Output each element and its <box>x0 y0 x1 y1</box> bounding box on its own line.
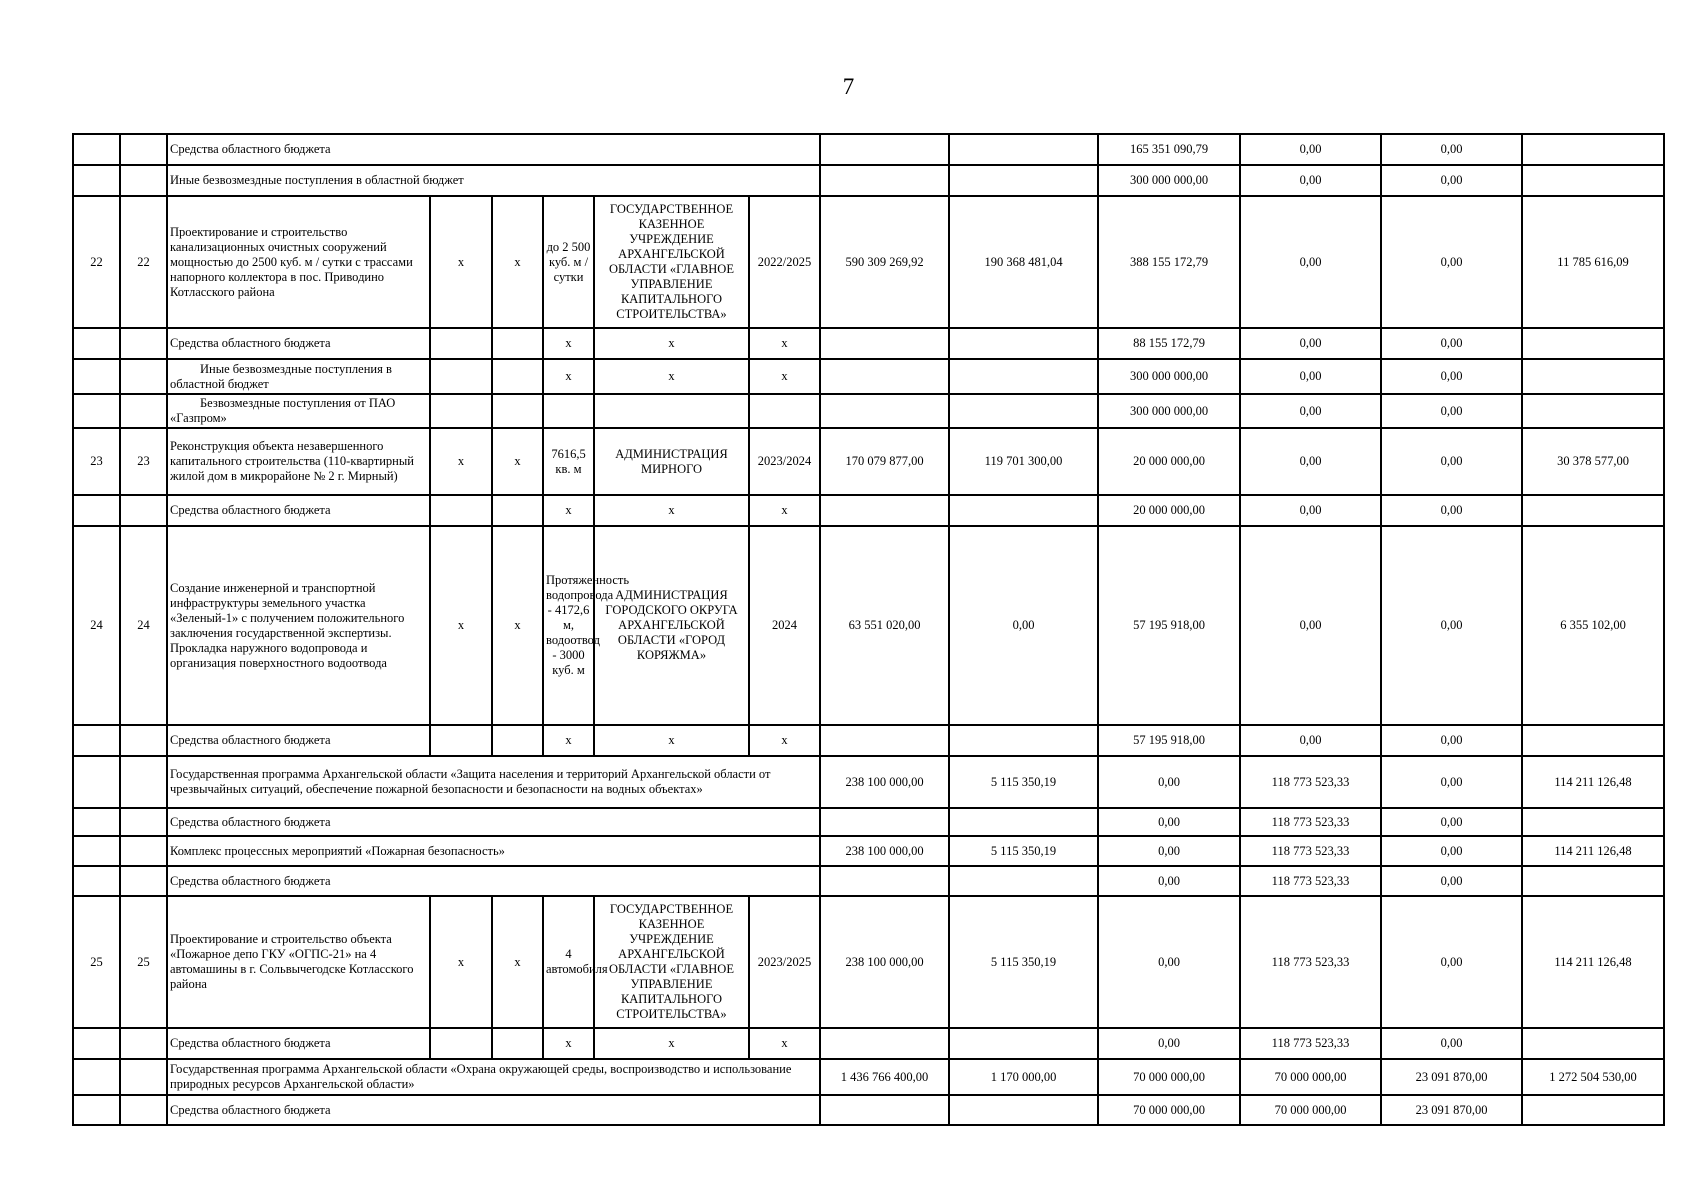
row-number-cell: 23 <box>73 428 120 495</box>
year3-cell: 0,00 <box>1381 428 1522 495</box>
row-number-cell <box>73 328 120 359</box>
year1-cell: 0,00 <box>1098 836 1240 866</box>
year1-cell: 57 195 918,00 <box>1098 526 1240 725</box>
estimated-cost-cell <box>820 725 949 756</box>
remaining-cell <box>1522 359 1664 394</box>
period-cell <box>749 394 820 428</box>
row-number-cell <box>73 756 120 808</box>
remaining-cell <box>1522 808 1664 836</box>
source-name-cell: Средства областного бюджета <box>167 328 430 359</box>
source-name-cell: Средства областного бюджета <box>167 866 820 896</box>
mark-cell <box>430 328 492 359</box>
table-row <box>73 756 1664 808</box>
funded-cell <box>949 359 1098 394</box>
funded-cell <box>949 134 1098 165</box>
year3-cell: 0,00 <box>1381 196 1522 328</box>
funded-cell: 5 115 350,19 <box>949 836 1098 866</box>
year2-cell: 0,00 <box>1240 328 1381 359</box>
capacity-cell: x <box>543 359 594 394</box>
remaining-cell: 6 355 102,00 <box>1522 526 1664 725</box>
row-code-cell: 24 <box>120 526 167 725</box>
funded-cell <box>949 725 1098 756</box>
row-code-cell <box>120 1095 167 1125</box>
table-row <box>73 1028 1664 1059</box>
capacity-cell: x <box>543 1028 594 1059</box>
capacity-cell: Протяженность водопровода - 4172,6 м, водоотвод - 3000 куб. м <box>543 526 594 725</box>
funded-cell: 190 368 481,04 <box>949 196 1098 328</box>
estimated-cost-cell: 170 079 877,00 <box>820 428 949 495</box>
remaining-cell: 1 272 504 530,00 <box>1522 1059 1664 1095</box>
year3-cell: 0,00 <box>1381 526 1522 725</box>
table-body <box>73 134 1664 1125</box>
table-row <box>73 134 1664 165</box>
funded-cell <box>949 808 1098 836</box>
customer-cell: ГОСУДАРСТВЕННОЕ КАЗЕННОЕ УЧРЕЖДЕНИЕ АРХАНГЕЛЬСКОЙ ОБЛАСТИ «ГЛАВНОЕ УПРАВЛЕНИЕ КАПИТАЛЬНОГО СТРОИТЕЛЬСТВА» <box>594 896 749 1028</box>
funded-cell <box>949 1095 1098 1125</box>
remaining-cell <box>1522 328 1664 359</box>
mark-cell <box>492 495 543 526</box>
mark-cell <box>430 359 492 394</box>
row-code-cell <box>120 359 167 394</box>
source-name-cell: Средства областного бюджета <box>167 134 820 165</box>
year2-cell: 118 773 523,33 <box>1240 756 1381 808</box>
year3-cell: 0,00 <box>1381 165 1522 196</box>
funded-cell: 1 170 000,00 <box>949 1059 1098 1095</box>
funded-cell: 5 115 350,19 <box>949 756 1098 808</box>
estimated-cost-cell: 590 309 269,92 <box>820 196 949 328</box>
row-number-cell <box>73 165 120 196</box>
funded-cell <box>949 394 1098 428</box>
year2-cell: 0,00 <box>1240 134 1381 165</box>
year1-cell: 0,00 <box>1098 1028 1240 1059</box>
year2-cell: 70 000 000,00 <box>1240 1059 1381 1095</box>
row-number-cell <box>73 725 120 756</box>
year3-cell: 0,00 <box>1381 725 1522 756</box>
year1-cell: 388 155 172,79 <box>1098 196 1240 328</box>
row-code-cell: 22 <box>120 196 167 328</box>
row-number-cell: 24 <box>73 526 120 725</box>
investment-table <box>72 133 1665 1126</box>
table-row <box>73 495 1664 526</box>
object-name-cell: Проектирование и строительство объекта «Пожарное депо ГКУ «ОГПС-21» на 4 автомашины в г. Сольвычегодске Котласского района <box>167 896 430 1028</box>
year3-cell: 0,00 <box>1381 394 1522 428</box>
remaining-cell: 114 211 126,48 <box>1522 756 1664 808</box>
customer-cell: x <box>594 725 749 756</box>
customer-cell: x <box>594 1028 749 1059</box>
year1-cell: 20 000 000,00 <box>1098 495 1240 526</box>
remaining-cell <box>1522 1095 1664 1125</box>
remaining-cell: 114 211 126,48 <box>1522 836 1664 866</box>
year2-cell: 118 773 523,33 <box>1240 836 1381 866</box>
year3-cell: 0,00 <box>1381 756 1522 808</box>
period-cell: x <box>749 1028 820 1059</box>
year2-cell: 118 773 523,33 <box>1240 896 1381 1028</box>
year1-cell: 165 351 090,79 <box>1098 134 1240 165</box>
customer-cell: АДМИНИСТРАЦИЯ МИРНОГО <box>594 428 749 495</box>
table-row <box>73 394 1664 428</box>
mark-cell: x <box>492 526 543 725</box>
year3-cell: 0,00 <box>1381 495 1522 526</box>
mark-cell <box>492 725 543 756</box>
row-number-cell <box>73 1028 120 1059</box>
row-code-cell <box>120 756 167 808</box>
estimated-cost-cell <box>820 808 949 836</box>
mark-cell <box>430 1028 492 1059</box>
mark-cell: x <box>430 428 492 495</box>
remaining-cell <box>1522 495 1664 526</box>
row-number-cell <box>73 1095 120 1125</box>
source-name-cell: Иные безвозмездные поступления в областной бюджет <box>167 359 430 394</box>
capacity-cell: x <box>543 328 594 359</box>
year3-cell: 0,00 <box>1381 836 1522 866</box>
mark-cell <box>492 394 543 428</box>
estimated-cost-cell <box>820 394 949 428</box>
object-name-cell: Проектирование и строительство канализационных очистных сооружений мощностью до 2500 куб. м / сутки с трассами напорного коллектора в пос. Приводино Котласского района <box>167 196 430 328</box>
row-number-cell <box>73 495 120 526</box>
row-code-cell <box>120 328 167 359</box>
remaining-cell: 30 378 577,00 <box>1522 428 1664 495</box>
funded-cell <box>949 165 1098 196</box>
year1-cell: 20 000 000,00 <box>1098 428 1240 495</box>
mark-cell <box>492 1028 543 1059</box>
source-name-cell: Средства областного бюджета <box>167 725 430 756</box>
source-name-cell: Средства областного бюджета <box>167 808 820 836</box>
row-code-cell <box>120 165 167 196</box>
year2-cell: 70 000 000,00 <box>1240 1095 1381 1125</box>
year3-cell: 0,00 <box>1381 134 1522 165</box>
row-code-cell <box>120 394 167 428</box>
year1-cell: 57 195 918,00 <box>1098 725 1240 756</box>
estimated-cost-cell <box>820 165 949 196</box>
year3-cell: 0,00 <box>1381 328 1522 359</box>
table-row <box>73 866 1664 896</box>
row-number-cell <box>73 1059 120 1095</box>
funded-cell <box>949 866 1098 896</box>
source-name-cell: Средства областного бюджета <box>167 1028 430 1059</box>
customer-cell: x <box>594 359 749 394</box>
year1-cell: 88 155 172,79 <box>1098 328 1240 359</box>
mark-cell <box>430 394 492 428</box>
source-name-cell: Безвозмездные поступления от ПАО «Газпром» <box>167 394 430 428</box>
period-cell: 2023/2025 <box>749 896 820 1028</box>
period-cell: x <box>749 725 820 756</box>
funded-cell: 119 701 300,00 <box>949 428 1098 495</box>
table-row <box>73 1095 1664 1125</box>
estimated-cost-cell: 63 551 020,00 <box>820 526 949 725</box>
table-row <box>73 1059 1664 1095</box>
year3-cell: 0,00 <box>1381 866 1522 896</box>
year1-cell: 300 000 000,00 <box>1098 359 1240 394</box>
mark-cell: x <box>430 526 492 725</box>
capacity-cell: до 2 500 куб. м / сутки <box>543 196 594 328</box>
customer-cell: x <box>594 328 749 359</box>
funded-cell: 5 115 350,19 <box>949 896 1098 1028</box>
estimated-cost-cell <box>820 1095 949 1125</box>
year3-cell: 0,00 <box>1381 1028 1522 1059</box>
estimated-cost-cell: 238 100 000,00 <box>820 896 949 1028</box>
capacity-cell: 7616,5 кв. м <box>543 428 594 495</box>
customer-cell <box>594 394 749 428</box>
source-name-cell: Средства областного бюджета <box>167 1095 820 1125</box>
year1-cell: 0,00 <box>1098 808 1240 836</box>
row-code-cell <box>120 134 167 165</box>
table-row <box>73 526 1664 725</box>
period-cell: x <box>749 359 820 394</box>
row-code-cell <box>120 866 167 896</box>
estimated-cost-cell <box>820 866 949 896</box>
funded-cell <box>949 328 1098 359</box>
table-row <box>73 808 1664 836</box>
mark-cell: x <box>492 196 543 328</box>
object-name-cell: Создание инженерной и транспортной инфраструктуры земельного участка «Зеленый-1» с получением положительного заключения государственной экспертизы. Прокладка наружного водопровода и организация поверхностного водоотвода <box>167 526 430 725</box>
mark-cell <box>430 495 492 526</box>
mark-cell <box>492 328 543 359</box>
funded-cell <box>949 495 1098 526</box>
year1-cell: 300 000 000,00 <box>1098 394 1240 428</box>
year2-cell: 0,00 <box>1240 394 1381 428</box>
year2-cell: 0,00 <box>1240 165 1381 196</box>
year3-cell: 23 091 870,00 <box>1381 1095 1522 1125</box>
row-number-cell <box>73 134 120 165</box>
row-number-cell <box>73 836 120 866</box>
program-name-cell: Комплекс процессных мероприятий «Пожарная безопасность» <box>167 836 820 866</box>
period-cell: x <box>749 495 820 526</box>
object-name-cell: Реконструкция объекта незавершенного капитального строительства (110-квартирный жилой дом в микрорайоне № 2 г. Мирный) <box>167 428 430 495</box>
source-name-cell: Иные безвозмездные поступления в областной бюджет <box>167 165 820 196</box>
estimated-cost-cell: 1 436 766 400,00 <box>820 1059 949 1095</box>
year2-cell: 118 773 523,33 <box>1240 1028 1381 1059</box>
remaining-cell <box>1522 394 1664 428</box>
year1-cell: 0,00 <box>1098 866 1240 896</box>
customer-cell: АДМИНИСТРАЦИЯ ГОРОДСКОГО ОКРУГА АРХАНГЕЛЬСКОЙ ОБЛАСТИ «ГОРОД КОРЯЖМА» <box>594 526 749 725</box>
period-cell: 2024 <box>749 526 820 725</box>
row-code-cell: 25 <box>120 896 167 1028</box>
estimated-cost-cell <box>820 1028 949 1059</box>
mark-cell <box>430 725 492 756</box>
row-number-cell <box>73 359 120 394</box>
year2-cell: 0,00 <box>1240 725 1381 756</box>
table-row <box>73 165 1664 196</box>
year1-cell: 70 000 000,00 <box>1098 1095 1240 1125</box>
year3-cell: 0,00 <box>1381 359 1522 394</box>
row-number-cell <box>73 808 120 836</box>
estimated-cost-cell: 238 100 000,00 <box>820 756 949 808</box>
customer-cell: ГОСУДАРСТВЕННОЕ КАЗЕННОЕ УЧРЕЖДЕНИЕ АРХАНГЕЛЬСКОЙ ОБЛАСТИ «ГЛАВНОЕ УПРАВЛЕНИЕ КАПИТАЛЬНОГО СТРОИТЕЛЬСТВА» <box>594 196 749 328</box>
row-number-cell: 25 <box>73 896 120 1028</box>
row-number-cell <box>73 394 120 428</box>
table-row <box>73 896 1664 1028</box>
row-number-cell <box>73 866 120 896</box>
remaining-cell <box>1522 1028 1664 1059</box>
remaining-cell <box>1522 866 1664 896</box>
table-row <box>73 725 1664 756</box>
mark-cell: x <box>430 896 492 1028</box>
program-name-cell: Государственная программа Архангельской области «Защита населения и территорий Архангельской области от чрезвычайных ситуаций, обеспечение пожарной безопасности и безопасности на водных объектах» <box>167 756 820 808</box>
mark-cell <box>492 359 543 394</box>
funded-cell <box>949 1028 1098 1059</box>
estimated-cost-cell <box>820 328 949 359</box>
year1-cell: 300 000 000,00 <box>1098 165 1240 196</box>
year1-cell: 0,00 <box>1098 896 1240 1028</box>
mark-cell: x <box>492 896 543 1028</box>
year2-cell: 0,00 <box>1240 495 1381 526</box>
mark-cell: x <box>492 428 543 495</box>
table-row <box>73 359 1664 394</box>
year3-cell: 0,00 <box>1381 896 1522 1028</box>
remaining-cell <box>1522 725 1664 756</box>
program-name-cell: Государственная программа Архангельской области «Охрана окружающей среды, воспроизводство и использование природных ресурсов Архангельской области» <box>167 1059 820 1095</box>
year2-cell: 0,00 <box>1240 196 1381 328</box>
row-code-cell <box>120 495 167 526</box>
year2-cell: 118 773 523,33 <box>1240 808 1381 836</box>
funded-cell: 0,00 <box>949 526 1098 725</box>
year3-cell: 0,00 <box>1381 808 1522 836</box>
row-code-cell <box>120 725 167 756</box>
table-row <box>73 328 1664 359</box>
remaining-cell <box>1522 165 1664 196</box>
period-cell: 2023/2024 <box>749 428 820 495</box>
year1-cell: 70 000 000,00 <box>1098 1059 1240 1095</box>
capacity-cell: 4 автомобиля <box>543 896 594 1028</box>
period-cell: x <box>749 328 820 359</box>
customer-cell: x <box>594 495 749 526</box>
estimated-cost-cell <box>820 359 949 394</box>
table-row <box>73 836 1664 866</box>
estimated-cost-cell <box>820 495 949 526</box>
remaining-cell: 11 785 616,09 <box>1522 196 1664 328</box>
capacity-cell <box>543 394 594 428</box>
year1-cell: 0,00 <box>1098 756 1240 808</box>
table-row <box>73 428 1664 495</box>
year2-cell: 118 773 523,33 <box>1240 866 1381 896</box>
row-code-cell: 23 <box>120 428 167 495</box>
row-number-cell: 22 <box>73 196 120 328</box>
capacity-cell: x <box>543 725 594 756</box>
remaining-cell: 114 211 126,48 <box>1522 896 1664 1028</box>
row-code-cell <box>120 808 167 836</box>
estimated-cost-cell <box>820 134 949 165</box>
mark-cell: x <box>430 196 492 328</box>
page-number: 7 <box>842 74 855 99</box>
row-code-cell <box>120 1028 167 1059</box>
capacity-cell: x <box>543 495 594 526</box>
row-code-cell <box>120 1059 167 1095</box>
remaining-cell <box>1522 134 1664 165</box>
year2-cell: 0,00 <box>1240 428 1381 495</box>
source-name-cell: Средства областного бюджета <box>167 495 430 526</box>
period-cell: 2022/2025 <box>749 196 820 328</box>
year2-cell: 0,00 <box>1240 359 1381 394</box>
year3-cell: 23 091 870,00 <box>1381 1059 1522 1095</box>
year2-cell: 0,00 <box>1240 526 1381 725</box>
table-row <box>73 196 1664 328</box>
row-code-cell <box>120 836 167 866</box>
estimated-cost-cell: 238 100 000,00 <box>820 836 949 866</box>
